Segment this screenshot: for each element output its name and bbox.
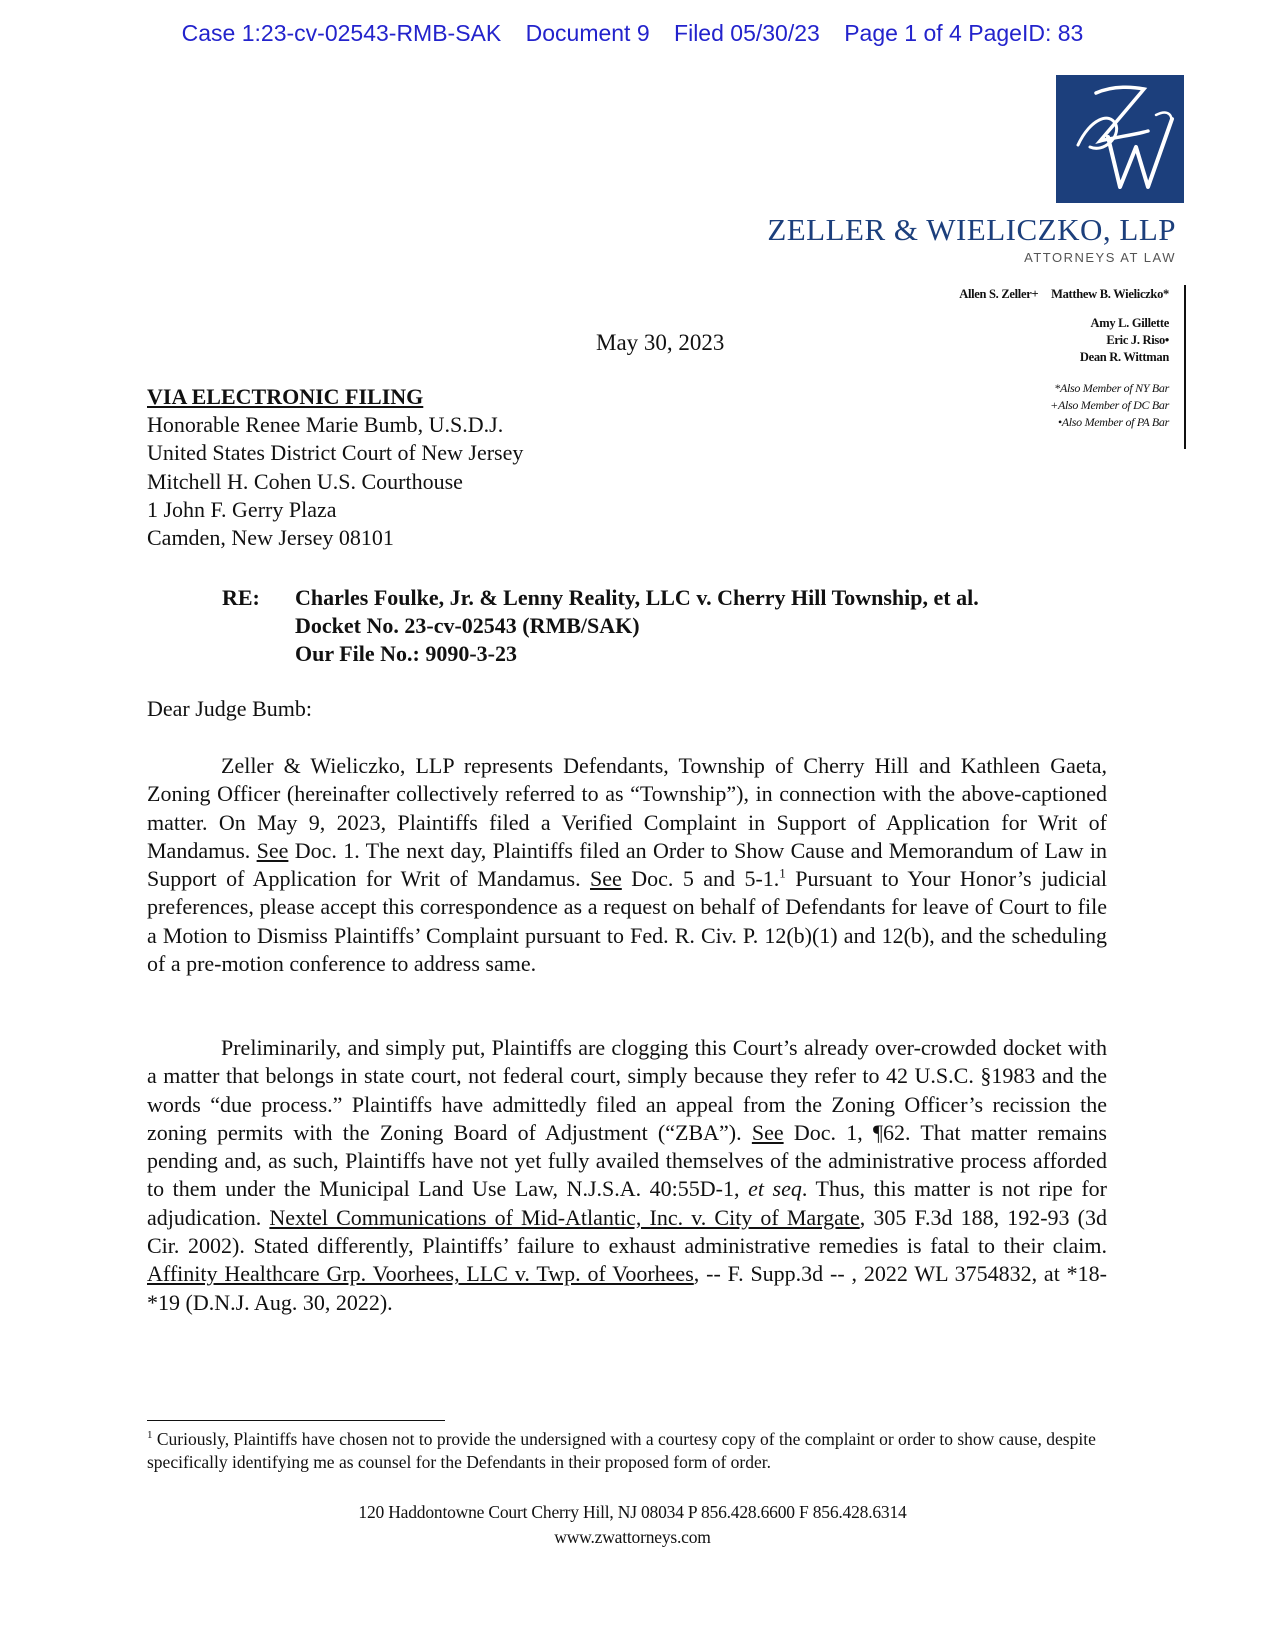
et-seq: et seq: [748, 1176, 802, 1202]
re-block: [222, 584, 979, 668]
firm-subtitle: ATTORNEYS AT LAW: [1024, 250, 1176, 265]
attorney-roster: [949, 286, 1169, 431]
firm-address: 120 Haddontowne Court Cherry Hill, NJ 08034 P 856.428.6600 F 856.428.6314: [358, 1502, 907, 1522]
body-paragraph-2: [147, 1034, 1107, 1317]
letter-date: May 30, 2023: [596, 330, 725, 355]
footnote-mark: 1: [147, 1429, 153, 1442]
zw-monogram-icon: [1056, 75, 1184, 203]
footnote-text: Curiously, Plaintiffs have chosen not to provide the undersigned with a courtesy copy of the complaint or order to show cause, despite specifically identifying me as counsel for the Defendants in their proposed form of order.: [147, 1429, 1096, 1472]
page-id: Page 1 of 4 PageID: 83: [844, 20, 1084, 46]
footnote: [147, 1428, 1107, 1474]
associate-name: Amy L. Gillette: [1090, 316, 1169, 330]
addressee-line: United States District Court of New Jersey: [147, 440, 524, 466]
partner-name: Matthew B. Wieliczko*: [1051, 287, 1169, 301]
addressee-line: Honorable Renee Marie Bumb, U.S.D.J.: [147, 412, 504, 438]
case-number: Case 1:23-cv-02543-RMB-SAK: [181, 20, 502, 46]
case-citation: Affinity Healthcare Grp. Voorhees, LLC v. Twp. of Voorhees: [147, 1261, 694, 1287]
letter-footer: [0, 1500, 1265, 1550]
court-filing-header: [0, 20, 1265, 47]
addressee-line: 1 John F. Gerry Plaza: [147, 496, 337, 522]
roster-divider: [1184, 285, 1186, 449]
addressee-line: Mitchell H. Cohen U.S. Courthouse: [147, 468, 463, 494]
associate-name: Eric J. Riso•: [1106, 333, 1169, 347]
bar-note: +Also Member of DC Bar: [1050, 398, 1169, 412]
signal-see: See: [751, 1119, 784, 1145]
document-number: Document 9: [525, 20, 650, 46]
signal-see: See: [590, 866, 622, 892]
text-run: , 305 F.3d 188, 192-93 (3d Cir. 2002). Stated differently, Plaintiffs’ failure to exhaust administrative remedies is fatal to their claim.: [147, 1204, 1107, 1259]
delivery-method: VIA ELECTRONIC FILING: [147, 384, 424, 409]
text-run: Preliminarily, and simply put, Plaintiffs are clogging this Court’s already over-crowded docket with a matter that belongs in state court, not federal court, simply because they refer to 42 U.S.C. §1983 and the words “due process.” Plaintiffs have admittedly filed an appeal from the Zoning Officer’s recission the zoning permits with the Zoning Board of Adjustment (“ZBA”).: [147, 1035, 1107, 1145]
docket-number: Docket No. 23-cv-02543 (RMB/SAK): [295, 613, 640, 638]
firm-name: ZELLER & WIELICZKO, LLP: [767, 212, 1176, 247]
text-run: Doc. 1. The next day, Plaintiffs filed an Order to Show Cause and Memorandum of Law in Support of Application for Writ of Mandamus.: [147, 837, 1107, 892]
case-citation: Nextel Communications of Mid-Atlantic, Inc. v. City of Margate: [269, 1204, 860, 1230]
bar-note: *Also Member of NY Bar: [1054, 381, 1169, 395]
text-run: Doc. 1, ¶62. That matter remains pending and, as such, Plaintiffs have not yet fully availed themselves of the administrative process afforded to them under the Municipal Land Use Law, N.J.S.A. 40:55D-1,: [147, 1119, 1107, 1202]
body-paragraph-1: [147, 752, 1107, 978]
filed-date: Filed 05/30/23: [674, 20, 820, 46]
text-run: . Thus, this matter is not ripe for adjudication.: [147, 1176, 1107, 1230]
firm-website: www.zwattorneys.com: [554, 1527, 711, 1547]
case-caption: Charles Foulke, Jr. & Lenny Reality, LLC v. Cherry Hill Township, et al.: [295, 585, 979, 610]
text-run: Pursuant to Your Honor’s judicial preferences, please accept this correspondence as a request on behalf of Defendants for leave of Court to file a Motion to Dismiss Plaintiffs’ Complaint pursuant to Fed. R. Civ. P. 12(b)(1) and 12(b), and the scheduling of a pre-motion conference to address same.: [147, 866, 1107, 977]
text-run: Doc. 5 and 5-1.: [621, 866, 780, 892]
footnote-reference: 1: [779, 865, 786, 881]
footnote-divider: [147, 1420, 445, 1421]
addressee-block: [147, 383, 523, 552]
re-label: RE:: [222, 585, 260, 610]
file-number: Our File No.: 9090-3-23: [295, 641, 518, 666]
bar-note: •Also Member of PA Bar: [1057, 415, 1169, 429]
associate-name: Dean R. Wittman: [1079, 350, 1169, 364]
text-run: Zeller & Wieliczko, LLP represents Defendants, Township of Cherry Hill and Kathleen Gaeta, Zoning Officer (hereinafter collectively referred to as “Township”), in connection with the above-captioned matter. On May 9, 2023, Plaintiffs filed a Verified Complaint in Support of Application for Writ of Mandamus.: [147, 753, 1107, 863]
salutation: Dear Judge Bumb:: [147, 696, 312, 721]
firm-logo: [1056, 75, 1184, 203]
signal-see: See: [256, 837, 289, 863]
text-run: , -- F. Supp.3d -- , 2022 WL 3754832, at *18-*19 (D.N.J. Aug. 30, 2022).: [147, 1261, 1107, 1315]
partner-name: Allen S. Zeller+: [959, 287, 1039, 301]
addressee-line: Camden, New Jersey 08101: [147, 525, 394, 551]
